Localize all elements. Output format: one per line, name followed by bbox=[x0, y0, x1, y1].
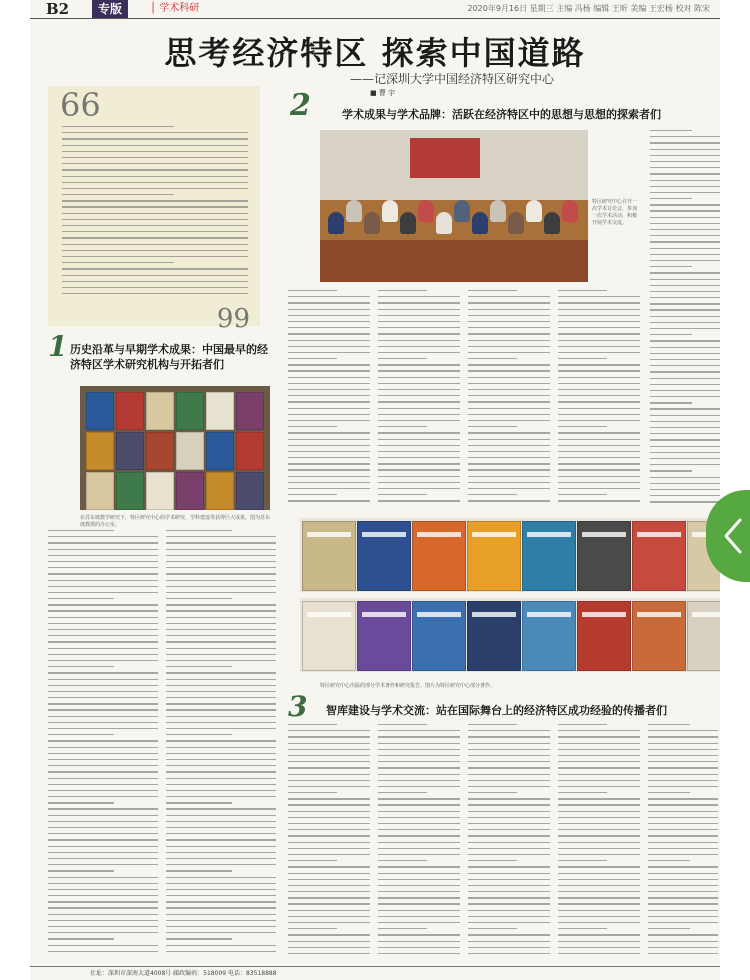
section1-photo-caption: 在苏东坡教学研究下，特区研究中心的学术研究、学科建设等获得巨大成果。图为苏东坡教授的办公室。 bbox=[80, 515, 271, 528]
intro-box bbox=[48, 86, 260, 334]
dateline: 2020年9月16日 星期三 主编 冯杨 编辑 王昕 美编 王宏杨 校对 陈宋 bbox=[467, 4, 710, 13]
body-column-4 bbox=[378, 290, 460, 507]
chevron-left-icon bbox=[722, 516, 744, 556]
section1-title: 历史沿革与早期学术成果：中国最早的经济特区学术研究机构与开拓者们 bbox=[70, 343, 268, 371]
headline: 思考经济特区 探索中国道路 bbox=[164, 34, 586, 72]
section2-photo bbox=[320, 130, 588, 282]
section1-photo bbox=[80, 386, 270, 510]
section-sublabel: │ 学术科研 bbox=[150, 3, 200, 14]
section-label: 专版 bbox=[92, 0, 128, 18]
books-caption: 特区研究中心出版的部分学术著作和研究报告。图片为特区研究中心部分著作。 bbox=[320, 683, 496, 689]
body-column-8 bbox=[288, 724, 370, 959]
body-column-10 bbox=[468, 724, 550, 959]
body-column-12 bbox=[648, 724, 718, 959]
intro-text bbox=[62, 126, 248, 299]
page-header bbox=[30, 0, 720, 19]
body-column-3 bbox=[288, 290, 370, 507]
body-column-7 bbox=[650, 130, 720, 507]
subheadline: ——记深圳大学中国经济特区研究中心 bbox=[350, 72, 555, 86]
body-column-1 bbox=[48, 530, 158, 957]
section2-photo-caption: 特区研究中心召开一次学术讨论会，参加一次学术活动，积极开展学术交流。 bbox=[592, 199, 638, 226]
quote-close-mark: 99 bbox=[216, 304, 250, 334]
section1-number: 1 bbox=[48, 330, 68, 363]
body-column-5 bbox=[468, 290, 550, 507]
page-footer: 社址：深圳市深南大道4008号 邮政编码：518009 电话：83518888 bbox=[30, 966, 720, 980]
body-column-6 bbox=[558, 290, 640, 507]
section2-number: 2 bbox=[290, 88, 311, 123]
section3-title: 智库建设与学术交流：站在国际舞台上的经济特区成功经验的传播者们 bbox=[326, 704, 667, 717]
section3-number: 3 bbox=[288, 690, 308, 723]
newspaper-page bbox=[30, 0, 720, 980]
body-column-2 bbox=[166, 530, 276, 957]
byline: ■ 曹 宇 bbox=[370, 89, 396, 97]
quote-open-mark: 66 bbox=[60, 86, 101, 124]
body-column-11 bbox=[558, 724, 640, 959]
body-column-9 bbox=[378, 724, 460, 959]
section2-title: 学术成果与学术品牌：活跃在经济特区中的思想与思想的探索者们 bbox=[342, 108, 661, 121]
page-number: B2 bbox=[46, 0, 70, 18]
books-photo bbox=[300, 518, 720, 674]
